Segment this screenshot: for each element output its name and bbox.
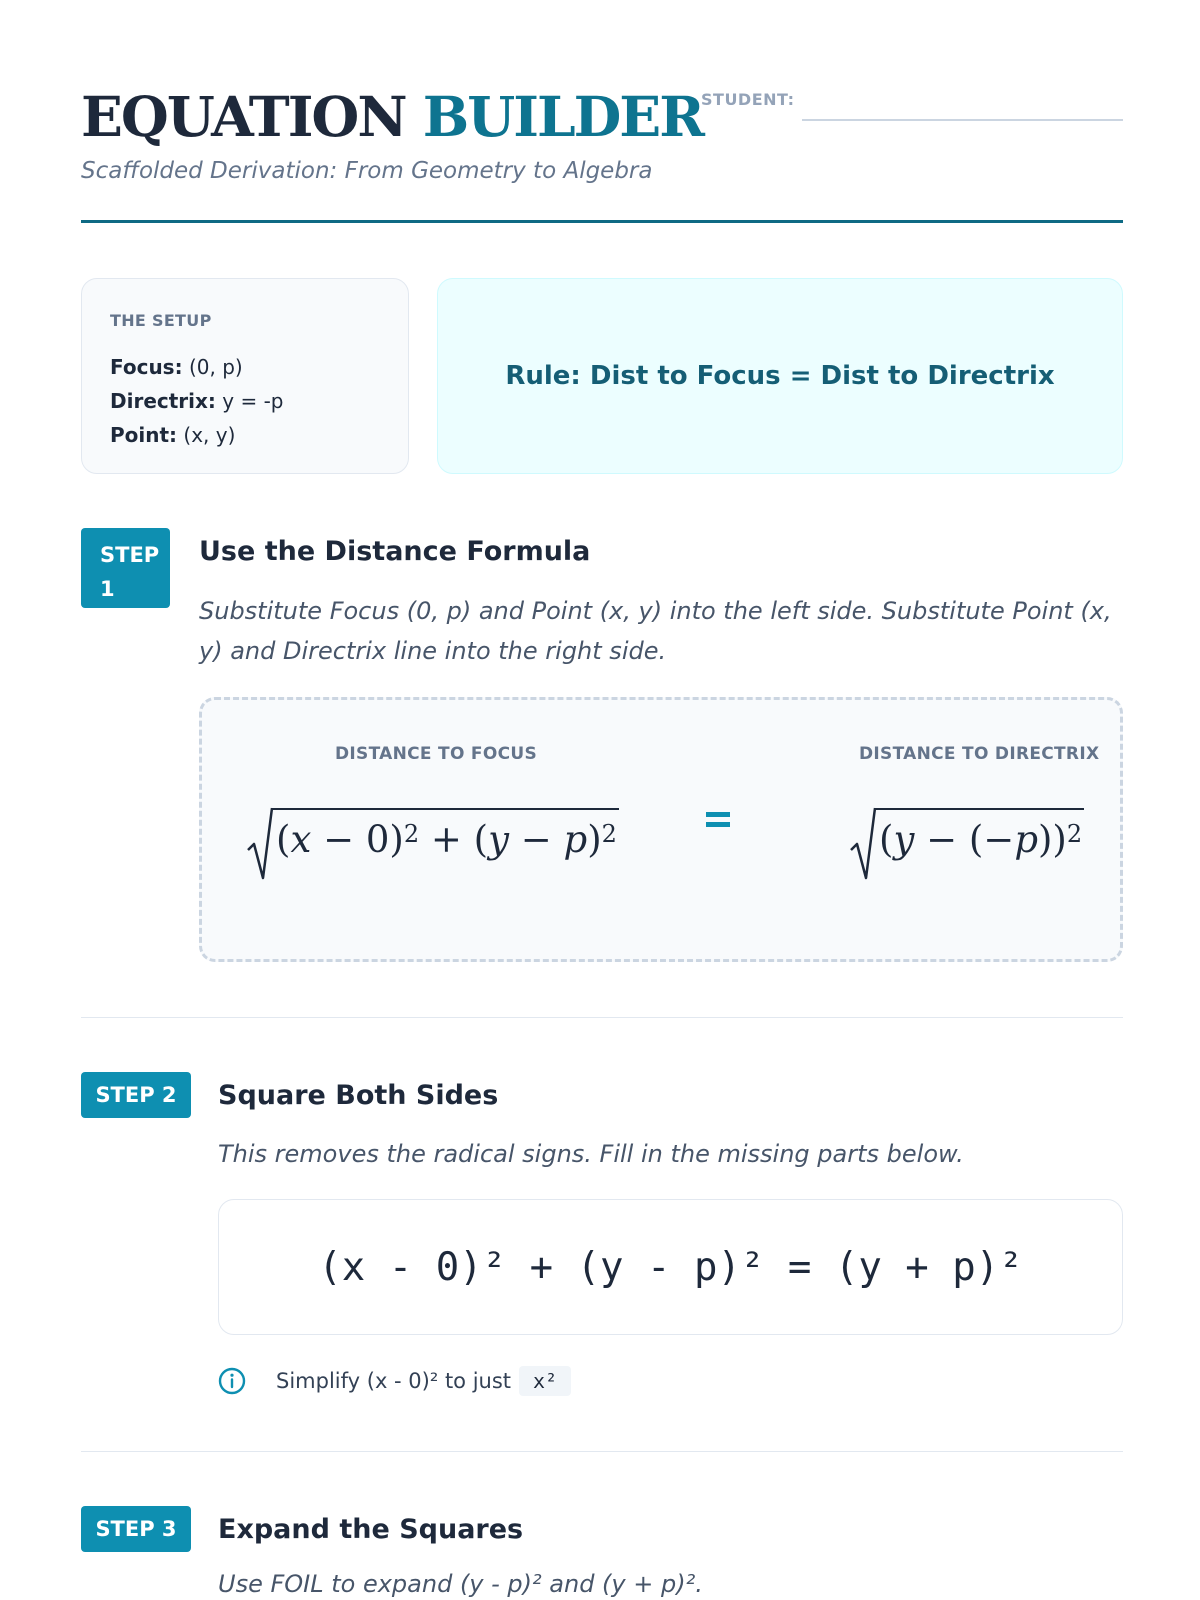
step-1-badge-number: 1 bbox=[100, 577, 115, 601]
step-3-badge: STEP 3 bbox=[81, 1506, 191, 1552]
hint-code: x² bbox=[519, 1366, 571, 1396]
title-word-equation: EQUATION bbox=[81, 84, 406, 149]
setup-focus-value: (0, p) bbox=[182, 355, 243, 379]
setup-point-value: (x, y) bbox=[177, 423, 236, 447]
step-1-badge bbox=[81, 528, 170, 608]
focus-radicand: $(x - 0)^2 + (y - p)^2$ bbox=[272, 808, 619, 862]
step-2-description: This removes the radical signs. Fill in the missing parts below. bbox=[218, 1140, 964, 1168]
distance-to-focus-label: DISTANCE TO FOCUS bbox=[335, 744, 538, 764]
setup-focus-label: Focus: bbox=[110, 355, 183, 379]
student-label: STUDENT: bbox=[701, 90, 795, 109]
step-2-title: Square Both Sides bbox=[218, 1080, 499, 1111]
setup-directrix bbox=[110, 384, 380, 418]
distance-formula-box bbox=[199, 697, 1123, 962]
directrix-distance-expression bbox=[850, 806, 1100, 886]
radical-sign-icon bbox=[850, 806, 876, 882]
setup-point-label: Point: bbox=[110, 423, 178, 447]
page-subtitle: Scaffolded Derivation: From Geometry to Algebra bbox=[81, 158, 653, 184]
directrix-radicand: $(y - (-p))^2$ bbox=[875, 808, 1084, 862]
setup-point bbox=[110, 418, 380, 452]
setup-card bbox=[81, 278, 409, 474]
info-icon bbox=[218, 1367, 246, 1395]
rule-card bbox=[437, 278, 1123, 474]
header-divider bbox=[81, 220, 1123, 223]
distance-to-directrix-label: DISTANCE TO DIRECTRIX bbox=[859, 744, 1100, 764]
step-1-badge-word: STEP bbox=[100, 543, 160, 567]
rule-text: Rule: Dist to Focus = Dist to Directrix bbox=[505, 361, 1055, 391]
setup-focus bbox=[110, 350, 380, 384]
setup-directrix-value: y = -p bbox=[215, 389, 284, 413]
title-word-builder: BUILDER bbox=[422, 84, 703, 149]
hint-text: Simplify (x - 0)² to just bbox=[276, 1369, 512, 1393]
step-3-description: Use FOIL to expand (y - p)² and (y + p)². bbox=[218, 1570, 703, 1598]
page-title bbox=[81, 84, 703, 150]
step-3-title: Expand the Squares bbox=[218, 1514, 524, 1545]
setup-directrix-label: Directrix: bbox=[110, 389, 216, 413]
step-2-badge: STEP 2 bbox=[81, 1072, 191, 1118]
focus-distance-expression bbox=[247, 806, 627, 886]
setup-heading: THE SETUP bbox=[110, 311, 212, 330]
radical-sign-icon bbox=[247, 806, 273, 882]
equals-sign-icon bbox=[706, 810, 740, 830]
squared-equation-box bbox=[218, 1199, 1123, 1335]
step-1-description: Substitute Focus (0, p) and Point (x, y) into the left side. Substitute Point (x, y) and Directrix line into the right side. bbox=[199, 597, 1112, 665]
student-name-line[interactable] bbox=[802, 119, 1123, 121]
step-divider bbox=[81, 1017, 1123, 1018]
squared-equation: (x - 0)² + (y - p)² = (y + p)² bbox=[318, 1244, 1023, 1290]
step-divider bbox=[81, 1451, 1123, 1452]
hint-row bbox=[218, 1364, 571, 1398]
step-1-title: Use the Distance Formula bbox=[199, 536, 591, 567]
